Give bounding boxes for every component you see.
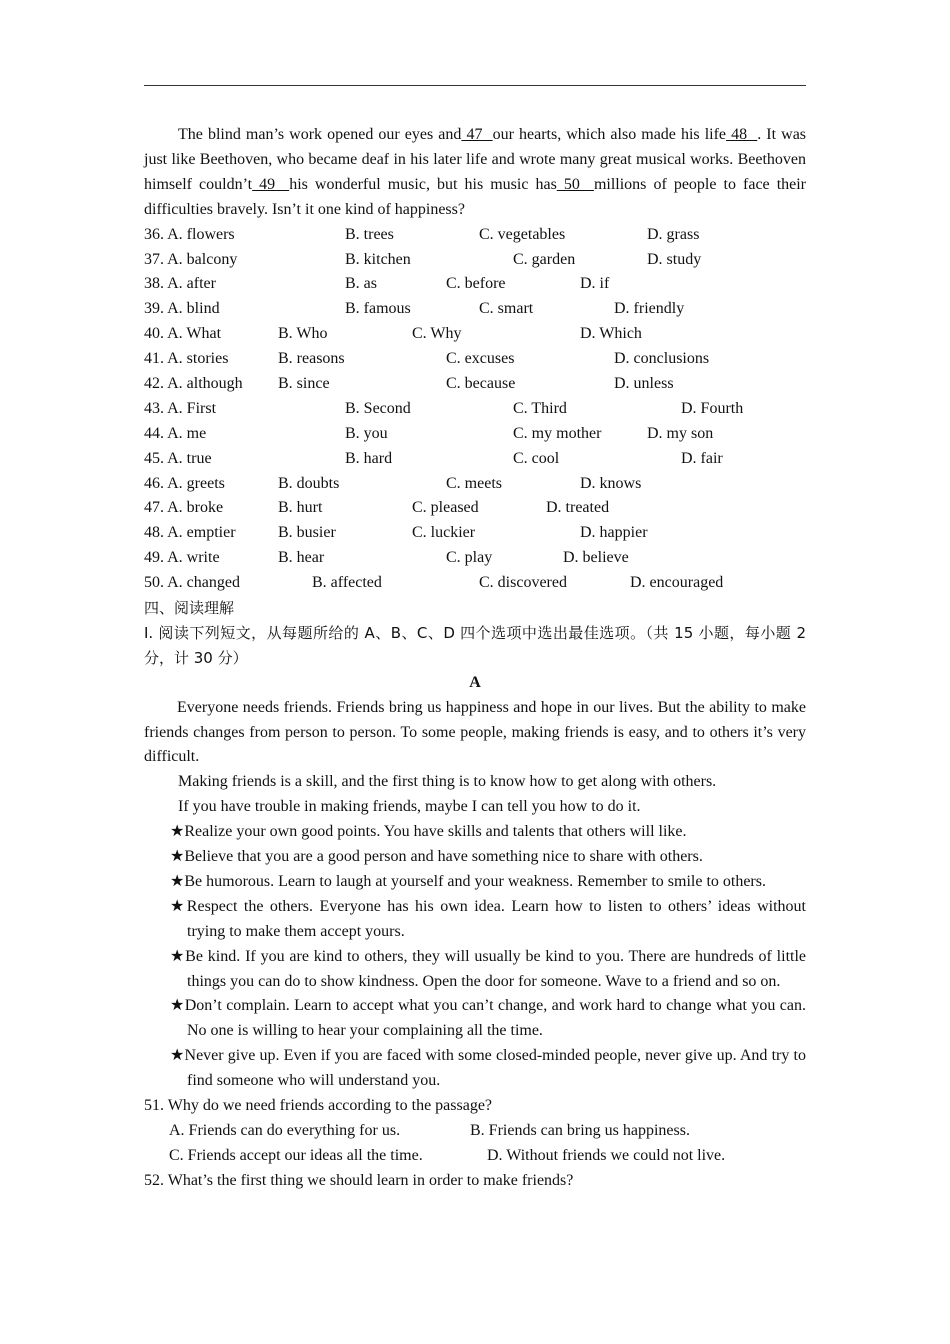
- question-51-options-row2: [144, 1144, 806, 1169]
- option-row-44: 44. A. me B. you C. my mother D. my son: [144, 424, 714, 442]
- option-row-37: 37. A. balcony B. kitchen C. garden D. study: [144, 250, 702, 268]
- option-row-49: 49. A. write B. hear C. play D. believe: [144, 549, 629, 567]
- option-a: A. Friends can do everything for us.: [169, 1122, 401, 1140]
- passage-paragraph: If you have trouble in making friends, maybe I can tell you how to do it.: [178, 798, 641, 816]
- tip-item: ★Respect the others. Everyone has his own idea. Learn how to listen to others’ ideas without trying to make them accept yours.: [170, 897, 806, 940]
- option-row-41: 41. A. stories B. reasons C. excuses D. conclusions: [144, 350, 710, 368]
- passage-paragraph: The blind man’s work opened our eyes and 47 our hearts, which also made his life 48 . It was just like Beethoven, who became deaf in his later life and wrote many great musical works. Beethoven himself couldn’t 49 his wonderful music, but his music has 50 millions of people to face their difficulties bravely. Isn’t it one kind of happiness?: [144, 126, 807, 218]
- header-rule: [144, 85, 806, 86]
- passage-paragraph: Making friends is a skill, and the first thing is to know how to get along with others.: [178, 773, 717, 791]
- option-d: D. Without friends we could not live.: [487, 1146, 726, 1164]
- option-c: C. Friends accept our ideas all the time.: [169, 1146, 423, 1164]
- tip-item: ★Don’t complain. Learn to accept what you can’t change, and work hard to change what you can. No one is willing to hear your complaining all the time.: [170, 997, 806, 1040]
- option-row-39: 39. A. blind B. famous C. smart D. friendly: [144, 300, 685, 318]
- tip-item: ★Never give up. Even if you are faced with some closed-minded people, never give up. And try to find someone who will understand you.: [170, 1047, 806, 1090]
- section-title: 四、阅读理解: [144, 598, 235, 617]
- option-row-45: 45. A. true B. hard C. cool D. fair: [144, 449, 723, 467]
- option-row-48: 48. A. emptier B. busier C. luckier D. happier: [144, 524, 648, 542]
- option-row-46: 46. A. greets B. doubts C. meets D. knows: [144, 474, 642, 492]
- passage-paragraph: Everyone needs friends. Friends bring us happiness and hope in our lives. But the ability to make friends changes from person to person. To some people, making friends is easy, and to others it’s very difficult.: [144, 698, 806, 766]
- question-52: 52. What’s the first thing we should learn in order to make friends?: [144, 1171, 574, 1189]
- section-instructions: I. 阅读下列短文，从每题所给的 A、B、C、D 四个选项中选出最佳选项。（共 15 小题，每小题 2 分，计 30 分）: [144, 623, 806, 667]
- option-b: B. Friends can bring us happiness.: [470, 1122, 690, 1140]
- option-row-42: 42. A. although B. since C. because D. unless: [144, 374, 674, 392]
- cloze-options: [144, 223, 806, 596]
- tip-item: ★Be kind. If you are kind to others, they will usually be kind to you. There are hundreds of little things you can do to show kindness. Open the door for someone. Wave to a friend and so on.: [170, 947, 806, 990]
- blank-49: 49: [252, 175, 290, 193]
- tip-item: ★Believe that you are a good person and have something nice to share with others.: [170, 848, 703, 866]
- blank-48: 48: [726, 126, 758, 143]
- option-row-50: 50. A. changed B. affected C. discovered D. encouraged: [144, 574, 724, 592]
- exam-page: [144, 123, 806, 1194]
- tip-item: ★Realize your own good points. You have skills and talents that others will like.: [170, 823, 687, 841]
- blank-50: 50: [556, 175, 594, 193]
- question-51-options-row1: [144, 1119, 806, 1144]
- option-row-47: 47. A. broke B. hurt C. pleased D. treated: [144, 499, 610, 517]
- tip-item: ★Be humorous. Learn to laugh at yourself and your weakness. Remember to smile to others.: [170, 872, 766, 890]
- question-51: 51. Why do we need friends according to the passage?: [144, 1097, 493, 1115]
- passage-heading: A: [469, 673, 481, 691]
- option-row-36: 36. A. flowers B. trees C. vegetables D. grass: [144, 225, 700, 243]
- option-row-38: 38. A. after B. as C. before D. if: [144, 275, 610, 293]
- blank-47: 47: [461, 126, 493, 143]
- option-row-40: 40. A. What B. Who C. Why D. Which: [144, 325, 642, 343]
- option-row-43: 43. A. First B. Second C. Third D. Fourth: [144, 399, 744, 417]
